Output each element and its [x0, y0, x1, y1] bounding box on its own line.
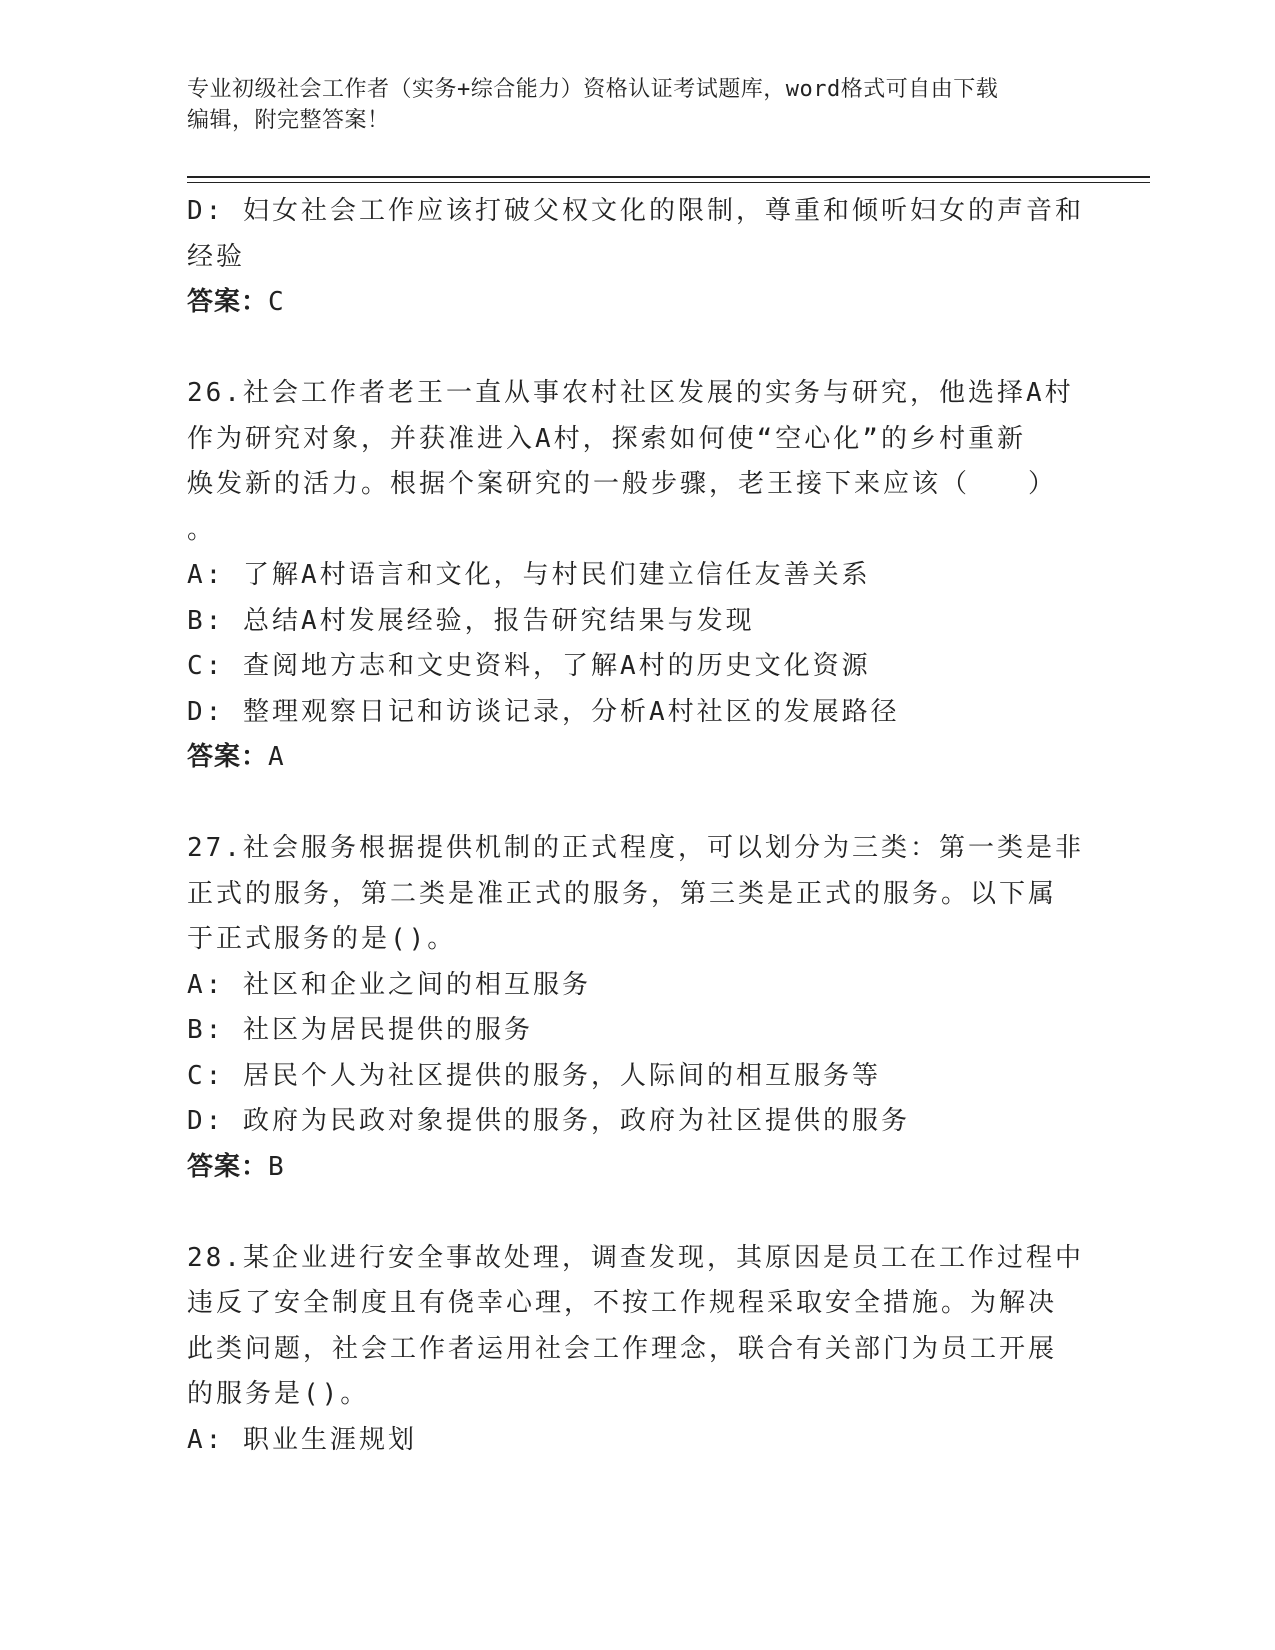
answer-line [187, 280, 1087, 326]
answer-label: 答案： [187, 287, 269, 317]
prev-question [187, 189, 1087, 326]
question-26 [187, 371, 1087, 781]
header-line-2: 编辑，附完整答案！ [187, 108, 390, 133]
answer-value: A [268, 742, 285, 772]
option-c: C: 居民个人为社区提供的服务，人际间的相互服务等 [187, 1060, 881, 1091]
answer-value: C [268, 287, 285, 317]
option-b: B: 总结A村发展经验，报告研究结果与发现 [187, 605, 755, 636]
option-d: D: 整理观察日记和访谈记录，分析A村社区的发展路径 [187, 696, 900, 727]
question-stem: 的服务是()。 [187, 1379, 370, 1409]
option-b: B: 社区为居民提供的服务 [187, 1015, 533, 1045]
question-stem: 作为研究对象，并获准进入A村，探索如何使“空心化”的乡村重新 [187, 423, 1026, 454]
question-stem: 27.社会服务根据提供机制的正式程度，可以划分为三类：第一类是非 [187, 833, 1084, 863]
option-d-continued: 经验 [187, 241, 246, 272]
spacer [187, 1190, 1087, 1236]
question-stem: 26.社会工作者老王一直从事农村社区发展的实务与研究，他选择A村 [187, 378, 1074, 408]
question-content [187, 189, 1087, 1463]
question-stem: 正式的服务，第二类是准正式的服务，第三类是正式的服务。以下属 [187, 878, 1058, 909]
question-stem: 违反了安全制度且有侥幸心理，不按工作规程采取安全措施。为解决 [187, 1288, 1058, 1318]
answer-label: 答案： [187, 1151, 269, 1182]
spacer [187, 781, 1087, 827]
page-header [187, 74, 1087, 136]
question-stem: 此类问题，社会工作者运用社会工作理念，联合有关部门为员工开展 [187, 1333, 1058, 1364]
option-a: A: 了解A村语言和文化，与村民们建立信任友善关系 [187, 560, 871, 590]
option-a: A: 职业生涯规划 [187, 1424, 417, 1455]
option-d: D: 妇女社会工作应该打破父权文化的限制，尊重和倾听妇女的声音和 [187, 196, 1084, 226]
spacer [187, 326, 1087, 372]
answer-line [187, 1145, 1087, 1191]
question-stem: 28.某企业进行安全事故处理，调查发现，其原因是员工在工作过程中 [187, 1242, 1084, 1273]
option-a: A: 社区和企业之间的相互服务 [187, 969, 591, 1000]
question-27 [187, 826, 1087, 1190]
header-rule-thick [187, 176, 1150, 178]
header-line-1: 专业初级社会工作者（实务+综合能力）资格认证考试题库，word格式可自由下载 [187, 77, 999, 102]
answer-label: 答案： [187, 742, 269, 772]
question-stem: 。 [187, 514, 217, 545]
question-28 [187, 1236, 1087, 1464]
header-rule-thin [187, 182, 1150, 183]
answer-line [187, 735, 1087, 781]
option-c: C: 查阅地方志和文史资料，了解A村的历史文化资源 [187, 651, 871, 681]
question-stem: 焕发新的活力。根据个案研究的一般步骤，老王接下来应该（ ） [187, 469, 1058, 499]
option-d: D: 政府为民政对象提供的服务，政府为社区提供的服务 [187, 1106, 910, 1136]
answer-value: B [268, 1151, 285, 1182]
question-stem: 于正式服务的是()。 [187, 924, 457, 954]
